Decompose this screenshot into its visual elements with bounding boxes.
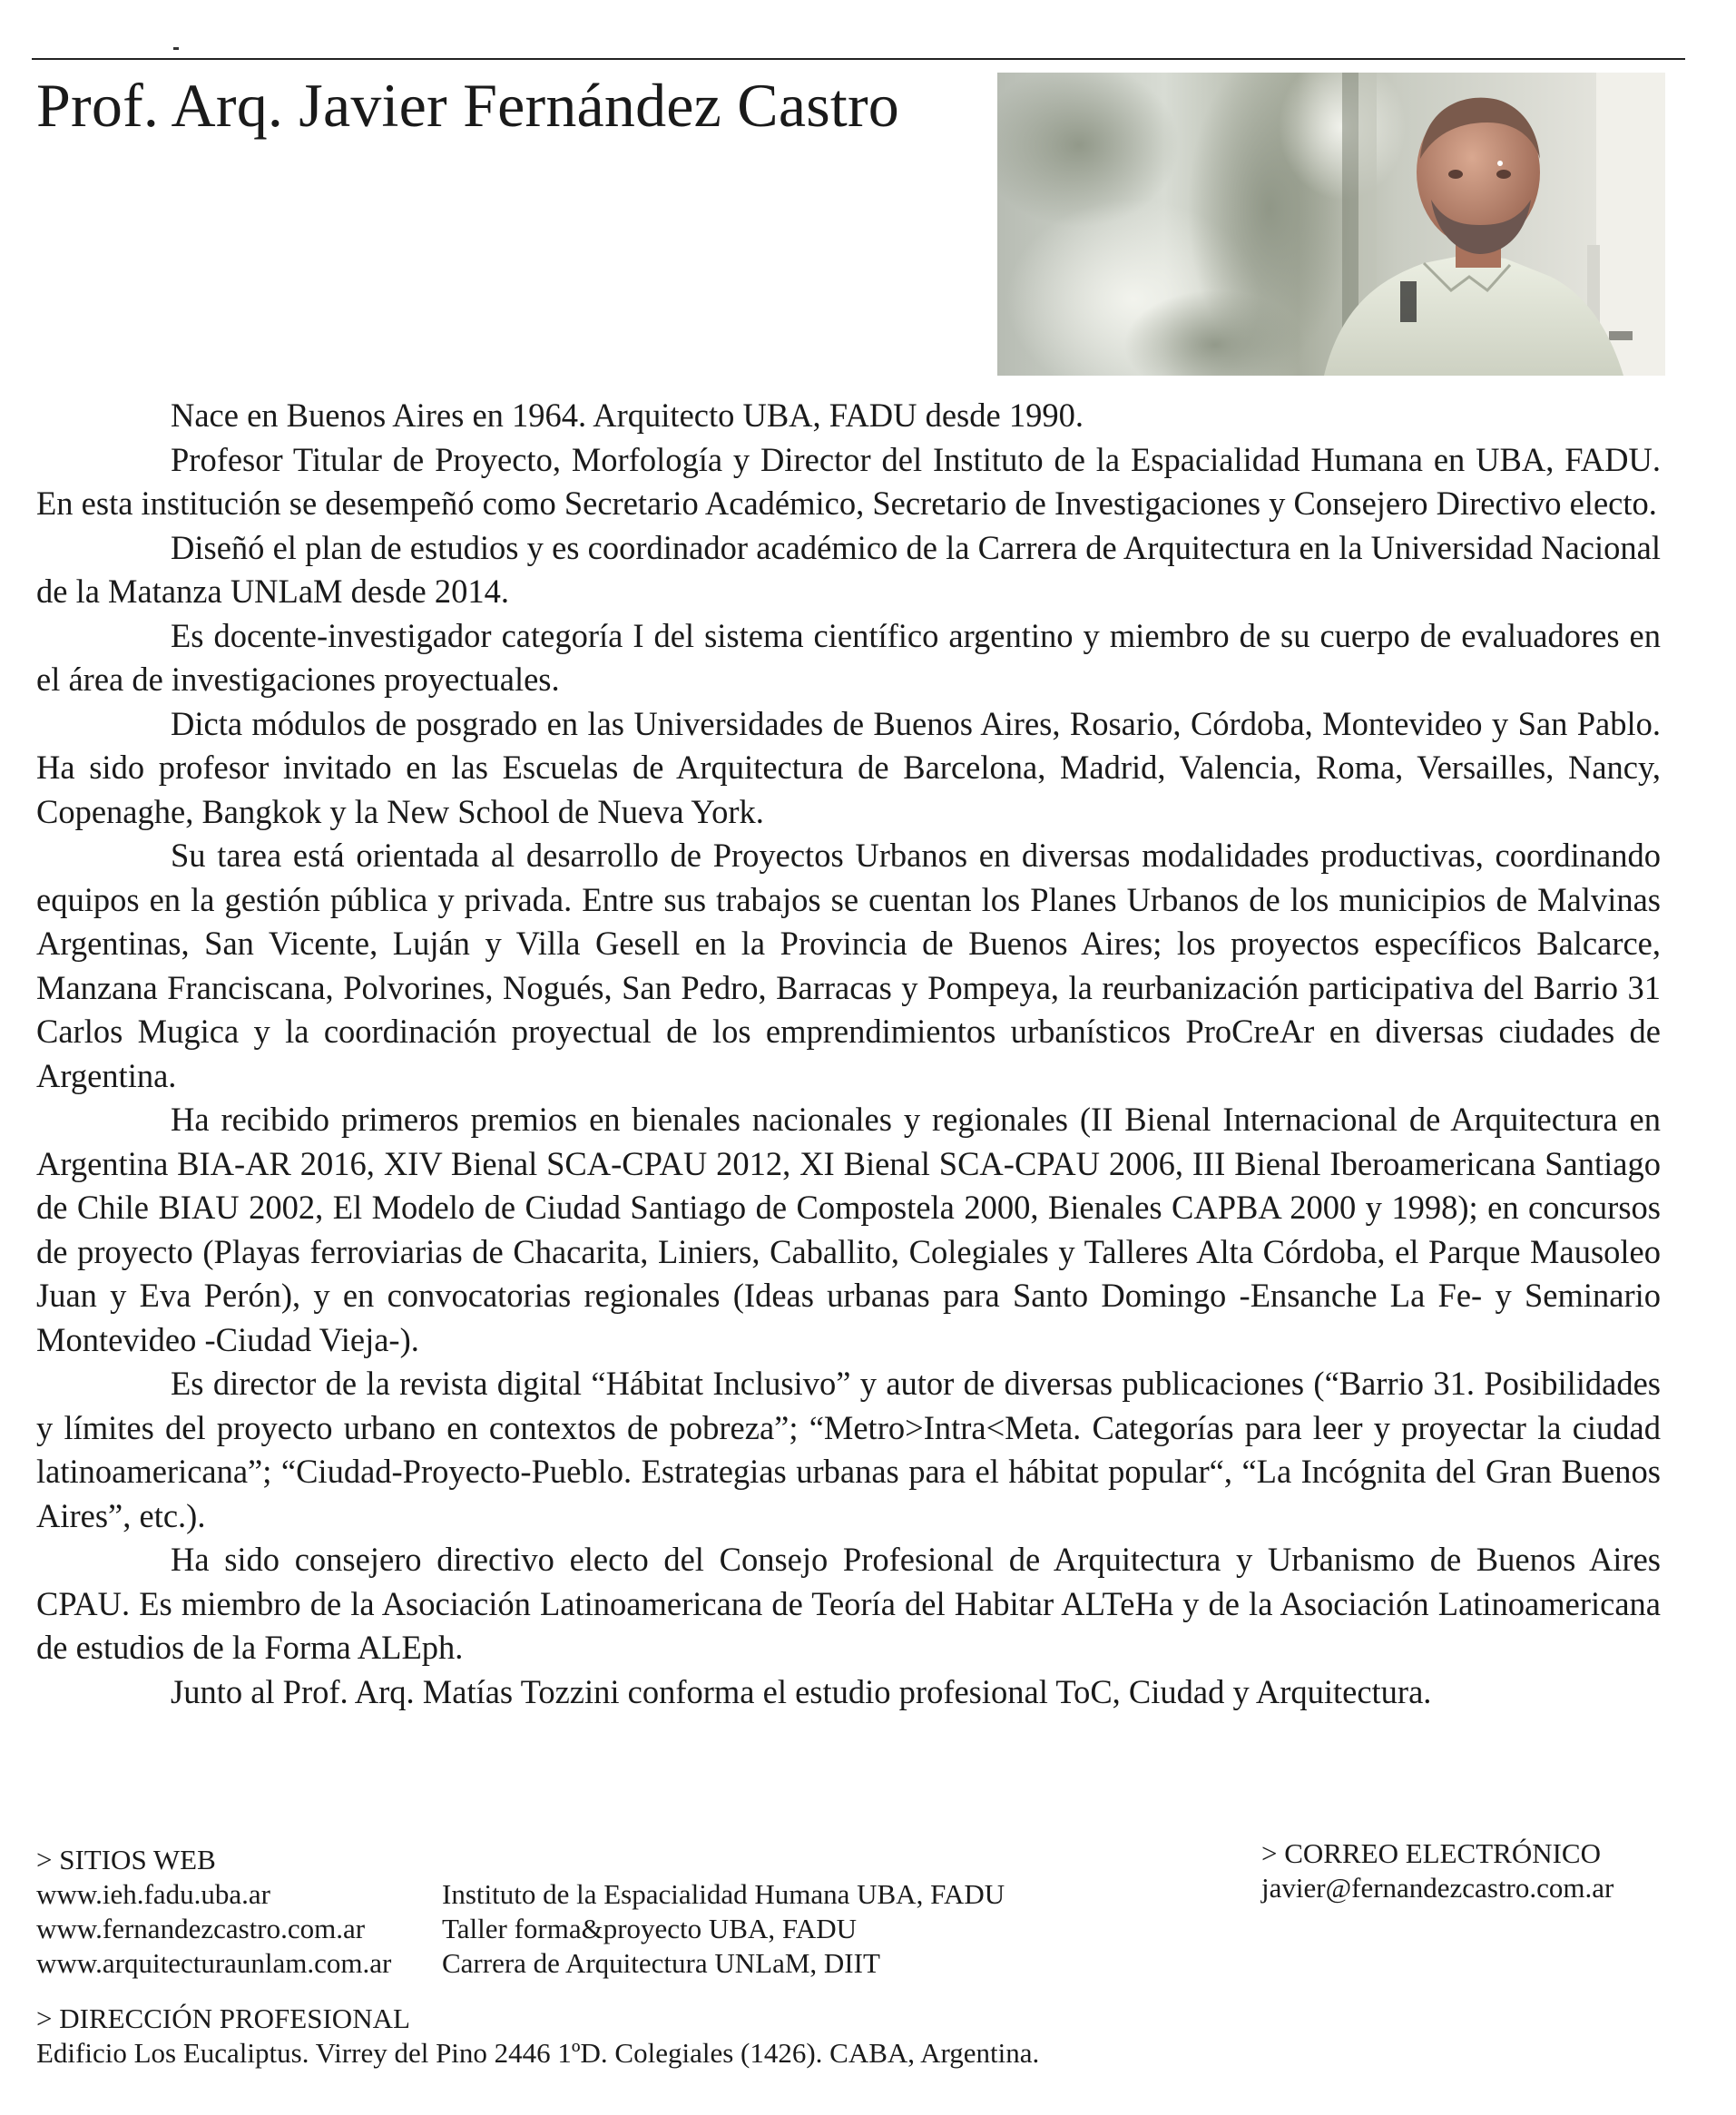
website-link[interactable]: www.fernandezcastro.com.ar bbox=[36, 1913, 366, 1944]
address-text: Edificio Los Eucaliptus. Virrey del Pino 2446 1ºD. Colegiales (1426). CABA, Argentina. bbox=[36, 2037, 1040, 2069]
bio-paragraph: Profesor Titular de Proyecto, Morfología y Director del Instituto de la Espacialidad Humana en UBA, FADU. En esta institución se desempeñó como Secretario Académico, Secretario de Investigaciones y Consejero Directivo electo. bbox=[36, 440, 1661, 522]
website-link[interactable]: www.ieh.fadu.uba.ar bbox=[36, 1878, 270, 1910]
address-heading: > DIRECCIÓN PROFESIONAL bbox=[36, 2002, 410, 2034]
corner-mark bbox=[173, 47, 179, 50]
bio-paragraph: Su tarea está orientada al desarrollo de Proyectos Urbanos en diversas modalidades productivas, coordinando equipos en la gestión pública y privada. Entre sus trabajos se cuentan los Planes Urbanos de los municipios de Malvinas Argentinas, San Vicente, Luján y Villa Gesell en la Provincia de Buenos Aires; los proyectos específicos Balcarce, Manzana Franciscana, Polvorines, Nogués, San Pedro, Barracas y Pompeya, la reurbanización participativa del Barrio 31 Carlos Mugica y la coordinación proyectual de los emprendimientos urbanísticos ProCreAr en diversas ciudades de Argentina. bbox=[36, 837, 1661, 1094]
bio-paragraph: Ha sido consejero directivo electo del Consejo Profesional de Arquitectura y Urbanismo de Buenos Aires CPAU. Es miembro de la Asociación Latinoamericana de Teoría del Habitar ALTeHa y de la Asociación Latinoamericana de estudios de la Forma ALEph. bbox=[36, 1541, 1661, 1666]
bio-paragraph: Nace en Buenos Aires en 1964. Arquitecto UBA, FADU desde 1990. bbox=[171, 397, 1084, 434]
portrait-photo bbox=[997, 73, 1665, 376]
bio-paragraph: Ha recibido primeros premios en bienales nacionales y regionales (II Bienal Internacional de Arquitectura en Argentina BIA-AR 2016, XIV Bienal SCA-CPAU 2012, XI Bienal SCA-CPAU 2006, III Bienal Iberoamericana Santiago de Chile BIAU 2002, El Modelo de Ciudad Santiago de Compostela 2000, Bienales CAPBA 2000 y 1998); en concursos de proyecto (Playas ferroviarias de Chacarita, Liniers, Caballito, Colegiales y Talleres Alta Córdoba, el Parque Mausoleo Juan y Eva Perón), y en convocatorias regionales (Ideas urbanas para Santo Domingo -Ensanche La Fe- y Seminario Montevideo -Ciudad Vieja-). bbox=[36, 1101, 1661, 1358]
website-description: Carrera de Arquitectura UNLaM, DIIT bbox=[442, 1947, 880, 1979]
portrait-photo-icon bbox=[997, 73, 1665, 376]
email-link[interactable]: javier@fernandezcastro.com.ar bbox=[1261, 1872, 1614, 1904]
email-heading: > CORREO ELECTRÓNICO bbox=[1261, 1837, 1601, 1869]
bio-paragraph: Es director de la revista digital “Hábitat Inclusivo” y autor de diversas publicaciones (“Barrio 31. Posibilidades y límites del proyecto urbano en contextos de pobreza”; “Metro>Intra<Meta. Categorías para leer y proyectar la ciudad latinoamericana”; “Ciudad-Proyecto-Pueblo. Estrategias urbanas para el hábitat popular“, “La Incógnita del Gran Buenos Aires”, etc.). bbox=[36, 1365, 1661, 1534]
websites-list bbox=[36, 1877, 1005, 1981]
website-description: Taller forma&proyecto UBA, FADU bbox=[442, 1913, 857, 1944]
bio-paragraph: Junto al Prof. Arq. Matías Tozzini conforma el estudio profesional ToC, Ciudad y Arquitectura. bbox=[171, 1672, 1432, 1710]
bio-paragraph: Diseñó el plan de estudios y es coordinador académico de la Carrera de Arquitectura en la Universidad Nacional de la Matanza UNLaM desde 2014. bbox=[36, 528, 1661, 610]
website-description: Instituto de la Espacialidad Humana UBA, FADU bbox=[442, 1878, 1005, 1910]
websites-heading: > SITIOS WEB bbox=[36, 1844, 216, 1875]
address-section bbox=[36, 2002, 1039, 2071]
email-section bbox=[1261, 1836, 1613, 1905]
biography bbox=[36, 394, 1661, 1714]
websites-section bbox=[36, 1843, 1005, 1981]
bio-paragraph: Dicta módulos de posgrado en las Universidades de Buenos Aires, Rosario, Córdoba, Montevideo y San Pablo. Ha sido profesor invitado en las Escuelas de Arquitectura de Barcelona, Madrid, Valencia, Roma, Versailles, Nancy, Copenaghe, Bangkok y la New School de Nueva York. bbox=[36, 704, 1661, 830]
bio-paragraph: Es docente-investigador categoría I del sistema científico argentino y miembro de su cuerpo de evaluadores en el área de investigaciones proyectuales. bbox=[36, 616, 1661, 698]
top-rule bbox=[32, 58, 1685, 60]
page-title: Prof. Arq. Javier Fernández Castro bbox=[36, 71, 899, 140]
website-link[interactable]: www.arquitecturaunlam.com.ar bbox=[36, 1947, 392, 1979]
